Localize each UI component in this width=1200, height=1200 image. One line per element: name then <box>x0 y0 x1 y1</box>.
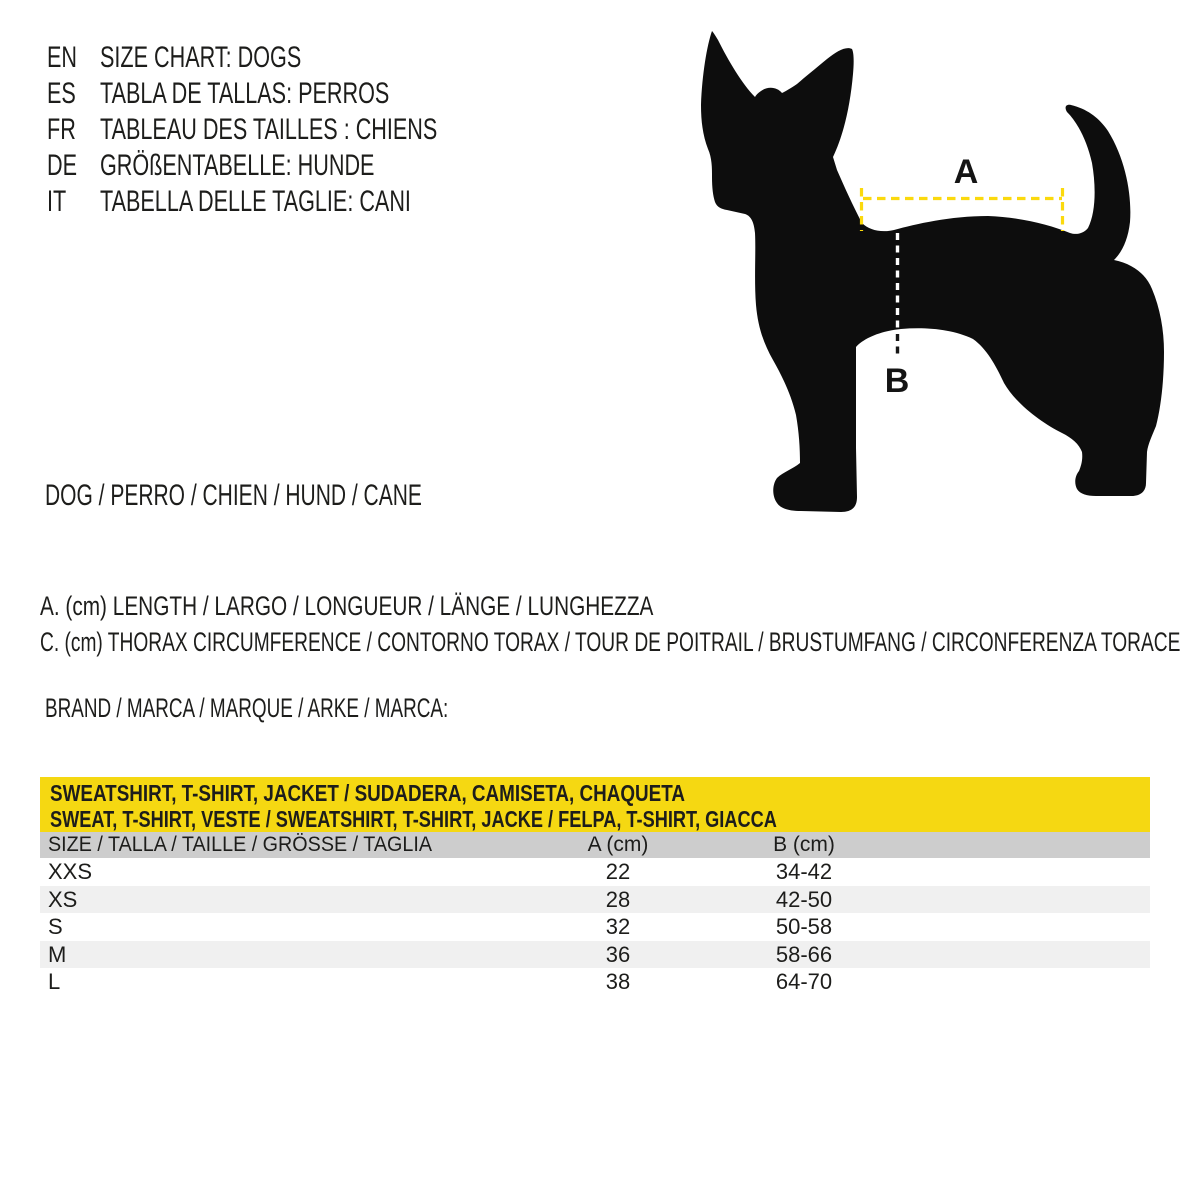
lang-code: IT <box>47 185 67 218</box>
row-size: L <box>48 969 61 994</box>
row-b-value: 58-66 <box>775 941 833 967</box>
title-row-it <box>47 184 569 220</box>
row-b-value: 64-70 <box>775 969 833 994</box>
row-size: S <box>48 914 63 939</box>
row-a-value: 32 <box>605 914 631 939</box>
title-row-fr <box>47 112 569 148</box>
table-row <box>40 858 1150 886</box>
table-row <box>40 913 1150 941</box>
lang-code: FR <box>47 113 76 146</box>
legend-line-a: A. (cm) LENGTH / LARGO / LONGUEUR / LÄNGE / LUNGHEZZA <box>40 591 654 621</box>
legend-line-c: C. (cm) THORAX CIRCUMFERENCE / CONTORNO TORAX / TOUR DE POITRAIL / BRUSTUMFANG / CIRCONFERENZA TORACE <box>40 627 1181 657</box>
title-language-list <box>47 40 569 220</box>
row-a-value: 36 <box>605 941 631 967</box>
garment-type-banner <box>40 777 1150 832</box>
size-table <box>40 777 1150 996</box>
title-row-en <box>47 40 569 76</box>
measure-a-label: A <box>953 153 979 191</box>
measurement-legend <box>40 588 1200 660</box>
table-row <box>40 941 1150 969</box>
row-size: XS <box>48 886 78 912</box>
row-a-value: 22 <box>605 859 631 884</box>
dog-silhouette <box>701 31 1164 512</box>
measure-b-label: B <box>884 362 910 400</box>
row-b-value: 50-58 <box>775 914 833 939</box>
row-size: XXS <box>48 859 93 884</box>
row-size: M <box>48 941 67 967</box>
row-a-value: 28 <box>605 886 631 912</box>
garment-type-line-2: SWEAT, T-SHIRT, VESTE / SWEATSHIRT, T-SHIRT, JACKE / FELPA, T-SHIRT, GIACCA <box>50 806 777 832</box>
lang-code: DE <box>47 149 78 182</box>
table-row <box>40 968 1150 996</box>
row-b-value: 34-42 <box>775 859 833 884</box>
row-a-value: 38 <box>605 969 631 994</box>
garment-type-line-1: SWEATSHIRT, T-SHIRT, JACKET / SUDADERA, CAMISETA, CHAQUETA <box>50 780 685 806</box>
title-text: GRÖßENTABELLE: HUNDE <box>100 149 375 182</box>
title-text: TABELLA DELLE TAGLIE: CANI <box>100 185 411 218</box>
dog-measurement-diagram <box>678 15 1200 515</box>
lang-code: ES <box>47 77 76 110</box>
row-b-value: 42-50 <box>775 886 833 912</box>
title-row-es <box>47 76 569 112</box>
title-text: TABLA DE TALLAS: PERROS <box>100 77 390 110</box>
header-col-b: B (cm) <box>773 833 835 856</box>
header-size-label: SIZE / TALLA / TAILLE / GRÖSSE / TAGLIA <box>48 833 432 856</box>
header-col-a: A (cm) <box>587 833 649 856</box>
table-row <box>40 886 1150 914</box>
brand-line: BRAND / MARCA / MARQUE / ARKE / MARCA: <box>45 693 449 723</box>
table-header-row <box>40 832 1150 858</box>
title-text: SIZE CHART: DOGS <box>100 41 302 74</box>
title-row-de <box>47 148 569 184</box>
title-text: TABLEAU DES TAILLES : CHIENS <box>100 113 438 146</box>
lang-code: EN <box>47 41 78 74</box>
animal-caption: DOG / PERRO / CHIEN / HUND / CANE <box>45 479 422 512</box>
